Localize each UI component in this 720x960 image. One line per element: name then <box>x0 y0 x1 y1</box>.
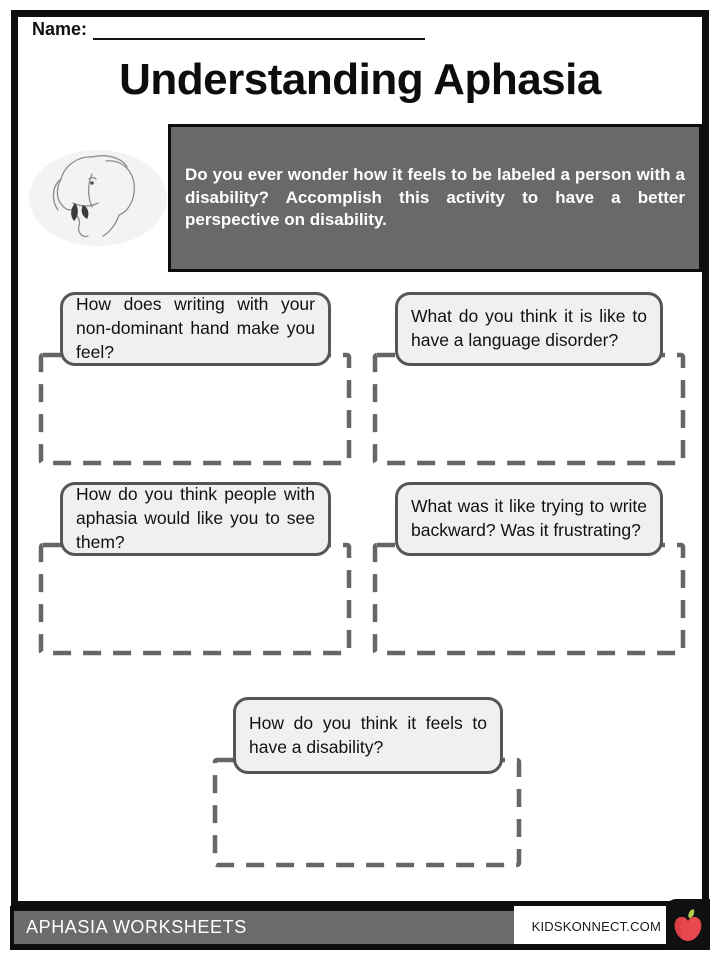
answer-area-1[interactable] <box>38 352 352 466</box>
question-text-2: What do you think it is like to have a language disorder? <box>411 306 647 350</box>
question-box-2 <box>395 292 663 366</box>
intro-text: Do you ever wonder how it feels to be labeled a person with a disability? Accomplish this activity to have a better perspective on disability. <box>185 164 685 230</box>
footer-banner-label: APHASIA WORKSHEETS <box>26 917 247 937</box>
name-label: Name: <box>32 19 88 39</box>
name-row <box>32 19 425 40</box>
answer-area-4[interactable] <box>372 542 686 656</box>
answer-area-2[interactable] <box>372 352 686 466</box>
question-text-4: What was it like trying to write backward? Was it frustrating? <box>411 496 647 540</box>
question-text-5: How do you think it feels to have a disability? <box>249 712 487 757</box>
footer-site-box <box>514 906 666 944</box>
question-box-3 <box>60 482 331 556</box>
question-box-5 <box>233 697 503 774</box>
footer-banner <box>14 911 514 944</box>
apple-tile <box>666 899 710 950</box>
question-text-3: How do you think people with aphasia would like you to see them? <box>76 484 315 552</box>
question-text-1: How does writing with your non-dominant hand make you feel? <box>76 294 315 362</box>
question-box-4 <box>395 482 663 556</box>
page-title: Understanding Aphasia <box>119 55 601 104</box>
site-link[interactable]: KIDSKONNECT.COM <box>531 919 661 934</box>
answer-area-3[interactable] <box>38 542 352 656</box>
question-box-1 <box>60 292 331 366</box>
intro-box <box>168 124 702 272</box>
elephant-sketch-icon <box>26 146 170 250</box>
apple-logo-icon <box>671 906 705 944</box>
name-blank-line[interactable] <box>93 22 425 40</box>
